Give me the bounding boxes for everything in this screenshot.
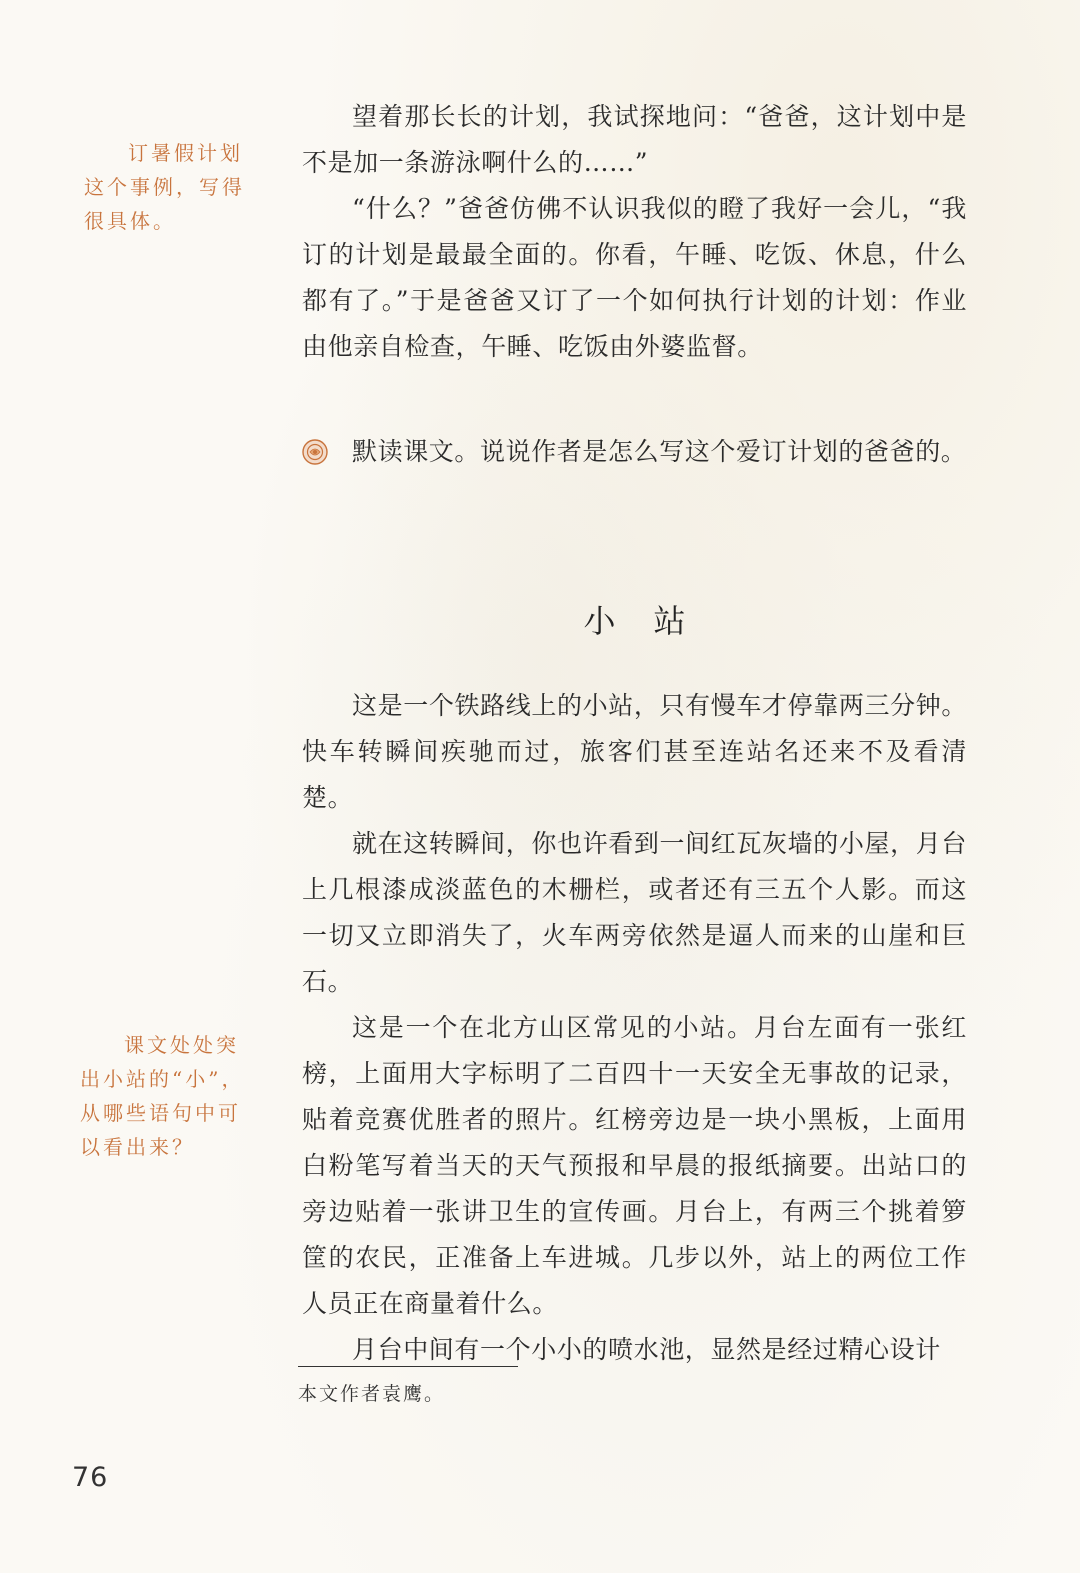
paragraph: 这是一个在北方山区常见的小站。月台左面有一张红榜，上面用大字标明了二百四十一天安全无事故的记录，贴着竞赛优胜者的照片。红榜旁边是一块小黑板，上面用白粉笔写着当天的天气预报和早晨的报纸摘要。出站口的旁边贴着一张讲卫生的宣传画。月台上，有两三个挑着箩筐的农民，正准备上车进城。几步以外，站上的两位工作人员正在商量着什么。 [302, 1013, 967, 1318]
note-line: 课文处处突 [124, 1033, 239, 1057]
paragraph: “什么？”爸爸仿佛不认识我似的瞪了我好一会儿，“我订的计划是最最全面的。你看，午睡、吃饭、休息，什么都有了。”于是爸爸又订了一个如何执行计划的计划：作业由他亲自检查，午睡、吃饭由外婆监督。 [302, 194, 967, 361]
paragraph: 望着那长长的计划，我试探地问：“爸爸，这计划中是不是加一条游泳啊什么的……” [302, 102, 967, 177]
note-line: 以看出来？ [80, 1135, 195, 1159]
reading-task [302, 432, 982, 472]
page-number: 76 [72, 1462, 109, 1493]
note-line: 出小站的“小”， [80, 1067, 245, 1091]
task-text: 默读课文。说说作者是怎么写这个爱订计划的爸爸的。 [352, 437, 967, 466]
footnote: 本文作者袁鹰。 [298, 1383, 446, 1405]
footnote-divider [298, 1366, 518, 1367]
margin-note-2 [80, 1028, 245, 1164]
margin-note-1 [84, 136, 249, 238]
note-line: 从哪些语句中可 [80, 1101, 241, 1125]
paragraph: 就在这转瞬间，你也许看到一间红瓦灰墙的小屋，月台上几根漆成淡蓝色的木栅栏，或者还有三五个人影。而这一切又立即消失了，火车两旁依然是逼人而来的山崖和巨石。 [302, 829, 967, 996]
paragraph: 这是一个铁路线上的小站，只有慢车才停靠两三分钟。快车转瞬间疾驰而过，旅客们甚至连站名还来不及看清楚。 [302, 691, 967, 812]
note-line: 很具体。 [84, 209, 176, 233]
reading-task-icon [302, 439, 328, 465]
lesson-body [302, 683, 967, 1373]
lesson-title: 小站 [583, 602, 724, 640]
paragraph: 月台中间有一个小小的喷水池，显然是经过精心设计 [352, 1335, 941, 1364]
top-section [302, 94, 967, 370]
note-line: 订暑假计划 [128, 141, 243, 165]
note-line: 这个事例，写得 [84, 175, 245, 199]
